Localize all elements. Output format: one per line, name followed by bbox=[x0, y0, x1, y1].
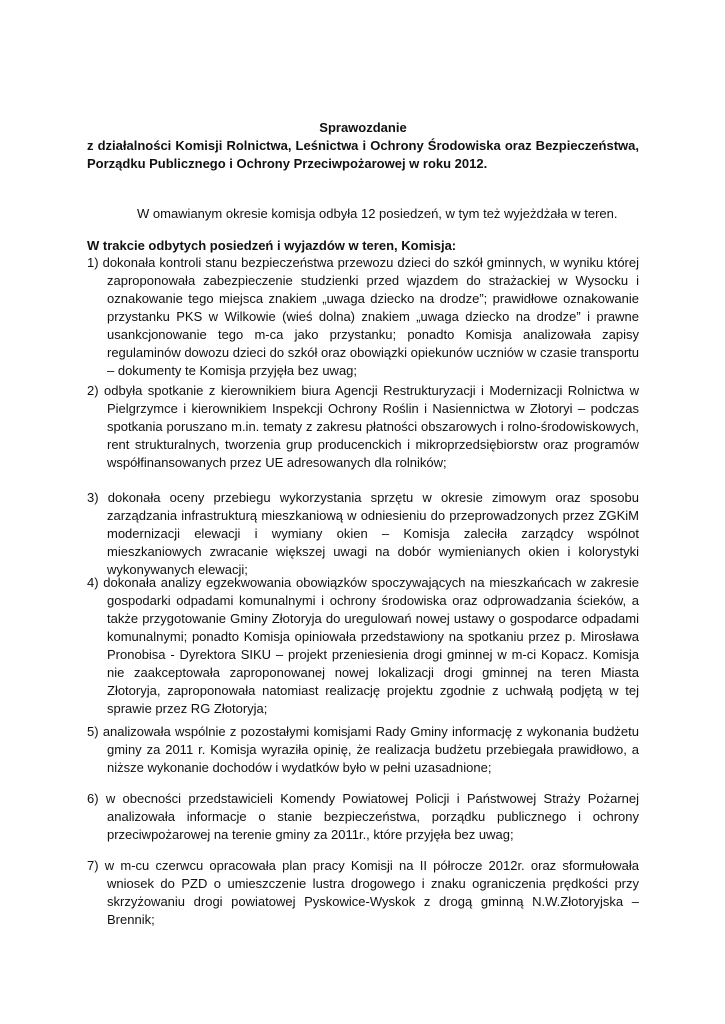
document-header bbox=[87, 119, 639, 173]
list-item: 2) odbyła spotkanie z kierownikiem biura Agencji Restrukturyzacji i Modernizacji Rolnictwa w Pielgrzymce i kierownikiem Inspekcji Ochrony Roślin i Nasiennictwa w Złotoryi – podczas spotkania poruszano m.in. tematy z zakresu płatności obszarowych i rolno-środowiskowych, rent strukturalnych, tworzenia grup producenckich i mikroprzedsiębiorstw oraz programów współfinansowanych przez UE adresowanych dla rolników; bbox=[87, 383, 639, 470]
list-item: 1) dokonała kontroli stanu bezpieczeństwa przewozu dzieci do szkół gminnych, w wyniku której zaproponowała zabezpieczenie studzienki przed wjazdem do strażackiej w Wysocku i oznakowanie tego miejsca znakiem „uwaga dziecko na drodze”; prawidłowe oznakowanie przystanku PKS w Wilkowie (wieś dolna) znakiem „uwaga dziecko na drodze” i prawne usankcjonowanie tego m-ca jako przystanku; ponadto Komisja analizowała zapisy regulaminów dowozu dzieci do szkół oraz obowiązki opiekunów uczniów w czasie transportu – dokumenty te Komisja przyjęła bez uwag; bbox=[87, 255, 639, 378]
intro-paragraph: W omawianym okresie komisja odbyła 12 posiedzeń, w tym też wyjeżdżała w teren. bbox=[137, 206, 618, 221]
document-subtitle-line-2: Porządku Publicznego i Ochrony Przeciwpożarowej w roku 2012. bbox=[87, 156, 488, 171]
list-item: 4) dokonała analizy egzekwowania obowiązków spoczywających na mieszkańcach w zakresie gospodarki odpadami komunalnymi i ochrony środowiska oraz odprowadzania ścieków, a także przygotowanie Gminy Złotoryja do uregulowań nowej ustawy o gospodarce odpadami komunalnymi; ponadto Komisja opiniowała przedstawiony na spotkaniu przez p. Mirosława Pronobisa - Dyrektora SIKU – projekt przeniesienia drogi gminnej w m-ci Kopacz. Komisja nie zaakceptowała zaproponowanej nowej lokalizacji drogi gminnej na teren Miasta Złotoryja, zaproponowała natomiast realizację projektu zgodnie z uchwałą podjętą w tej sprawie przez RG Złotoryja; bbox=[87, 575, 639, 716]
list-item: 5) analizowała wspólnie z pozostałymi komisjami Rady Gminy informację z wykonania budżetu gminy za 2011 r. Komisja wyraziła opinię, że realizacja budżetu przebiegała prawidłowo, a niższe wykonanie dochodów i wydatków było w pełni uzasadnione; bbox=[87, 724, 639, 775]
list-item: 3) dokonała oceny przebiegu wykorzystania sprzętu w okresie zimowym oraz sposobu zarządzania infrastrukturą mieszkaniową w odniesieniu do przeprowadzonych przez ZGKiM modernizacji elewacji i wymiany okien – Komisja zaleciła zarządcy wspólnot mieszkaniowych zwracanie większej uwagi na dobór wymienianych okien i kolorystyki wykonywanych elewacji; bbox=[87, 490, 639, 577]
list-item: 7) w m-cu czerwcu opracowała plan pracy Komisji na II półrocze 2012r. oraz sformułowała wniosek do PZD o umieszczenie lustra drogowego i znaku ograniczenia prędkości przy skrzyżowaniu drogi powiatowej Pyskowice-Wyskok z drogą gminną N.W.Złotoryjska – Brennik; bbox=[87, 858, 639, 927]
list-heading: W trakcie odbytych posiedzeń i wyjazdów w teren, Komisja: bbox=[87, 238, 457, 253]
document-subtitle-line-1: z działalności Komisji Rolnictwa, Leśnictwa i Ochrony Środowiska oraz Bezpieczeństwa, bbox=[87, 138, 639, 153]
document-title: Sprawozdanie bbox=[319, 120, 407, 135]
list-item: 6) w obecności przedstawicieli Komendy Powiatowej Policji i Państwowej Straży Pożarnej analizowała informacje o stanie bezpieczeństwa, porządku publicznego i ochrony przeciwpożarowej na terenie gminy za 2011r., które przyjęła bez uwag; bbox=[87, 791, 639, 842]
